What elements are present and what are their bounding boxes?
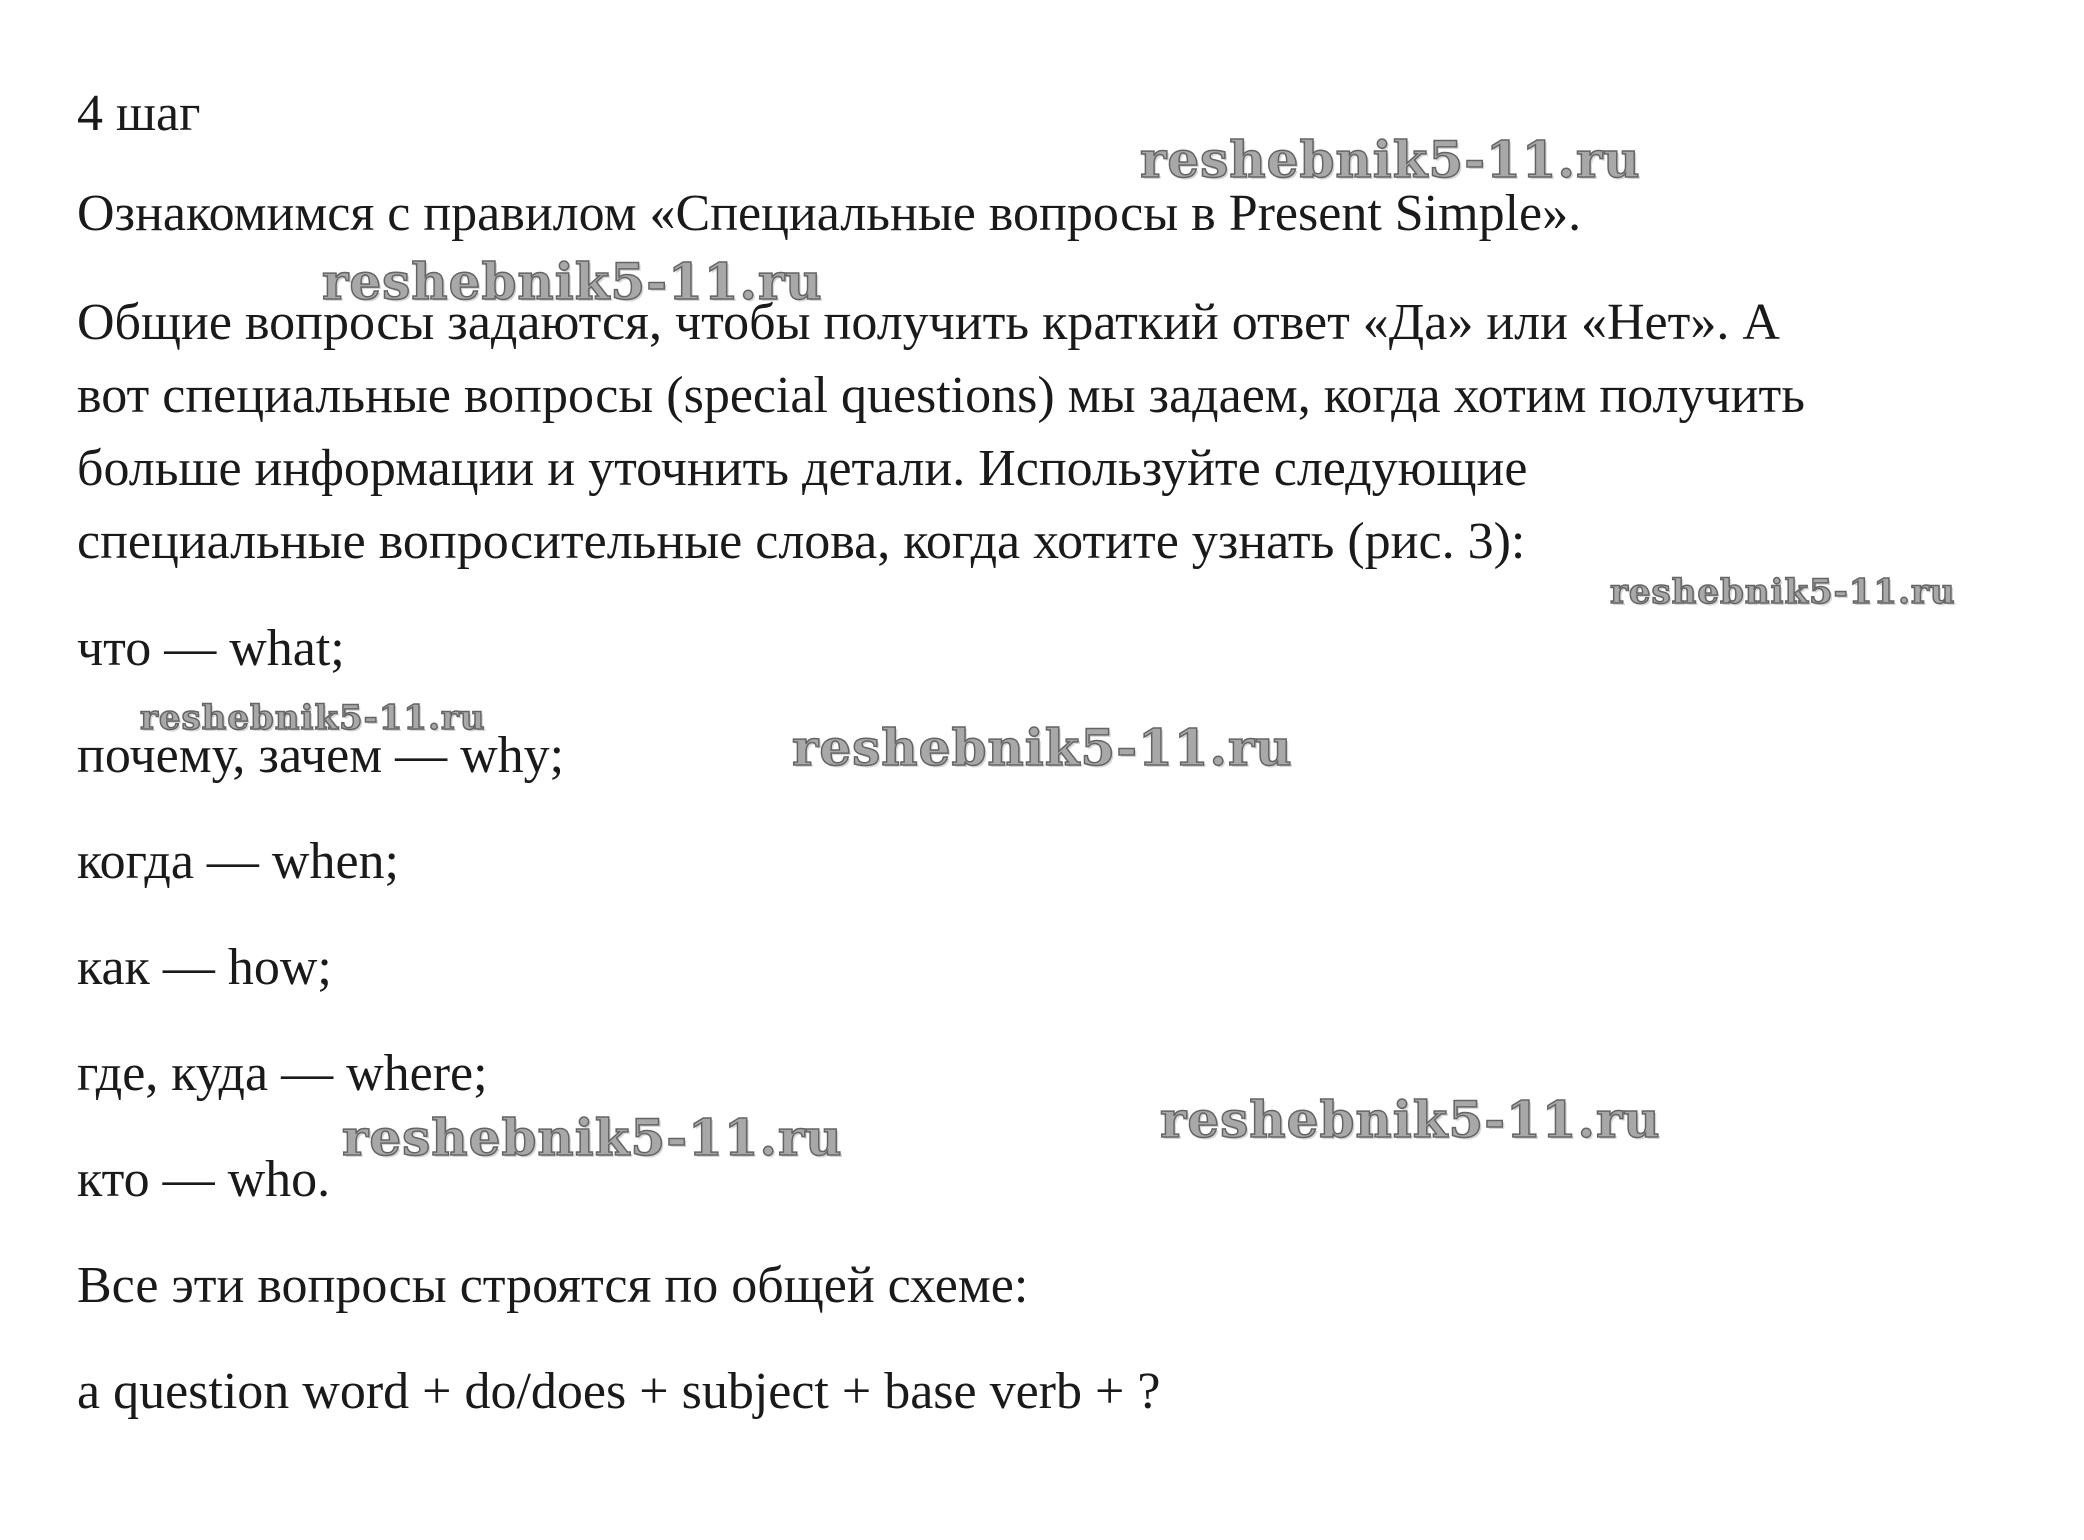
question-word-item: почему, зачем — why; bbox=[77, 727, 565, 784]
watermark: reshebnik5-11.ru bbox=[342, 1108, 843, 1167]
question-word-item: как — how; bbox=[77, 939, 332, 996]
watermark: reshebnik5-11.ru bbox=[140, 698, 486, 738]
watermark: reshebnik5-11.ru bbox=[1140, 130, 1641, 189]
question-word-item: когда — when; bbox=[77, 833, 399, 890]
watermark: reshebnik5-11.ru bbox=[1610, 572, 1956, 612]
paragraph-line: вот специальные вопросы (special questions) мы задаем, когда хотим получить bbox=[77, 367, 1805, 424]
paragraph-line: Общие вопросы задаются, чтобы получить краткий ответ «Да» или «Нет». А bbox=[77, 294, 1780, 351]
watermark: reshebnik5-11.ru bbox=[322, 252, 823, 311]
paragraph-line: больше информации и уточнить детали. Используйте следующие bbox=[77, 440, 1528, 497]
paragraph-line: специальные вопросительные слова, когда хотите узнать (рис. 3): bbox=[77, 513, 1526, 570]
watermark: reshebnik5-11.ru bbox=[792, 718, 1293, 777]
scheme-intro: Все эти вопросы строятся по общей схеме: bbox=[77, 1257, 1029, 1314]
question-word-item: что — what; bbox=[77, 620, 345, 677]
question-formula: a question word + do/does + subject + base verb + ? bbox=[77, 1363, 1161, 1420]
question-word-item: где, куда — where; bbox=[77, 1045, 488, 1102]
question-word-item: кто — who. bbox=[77, 1151, 331, 1208]
watermark: reshebnik5-11.ru bbox=[1160, 1090, 1661, 1149]
step-heading: 4 шаг bbox=[77, 85, 201, 142]
rule-intro: Ознакомимся с правилом «Специальные вопросы в Present Simple». bbox=[77, 185, 1582, 242]
